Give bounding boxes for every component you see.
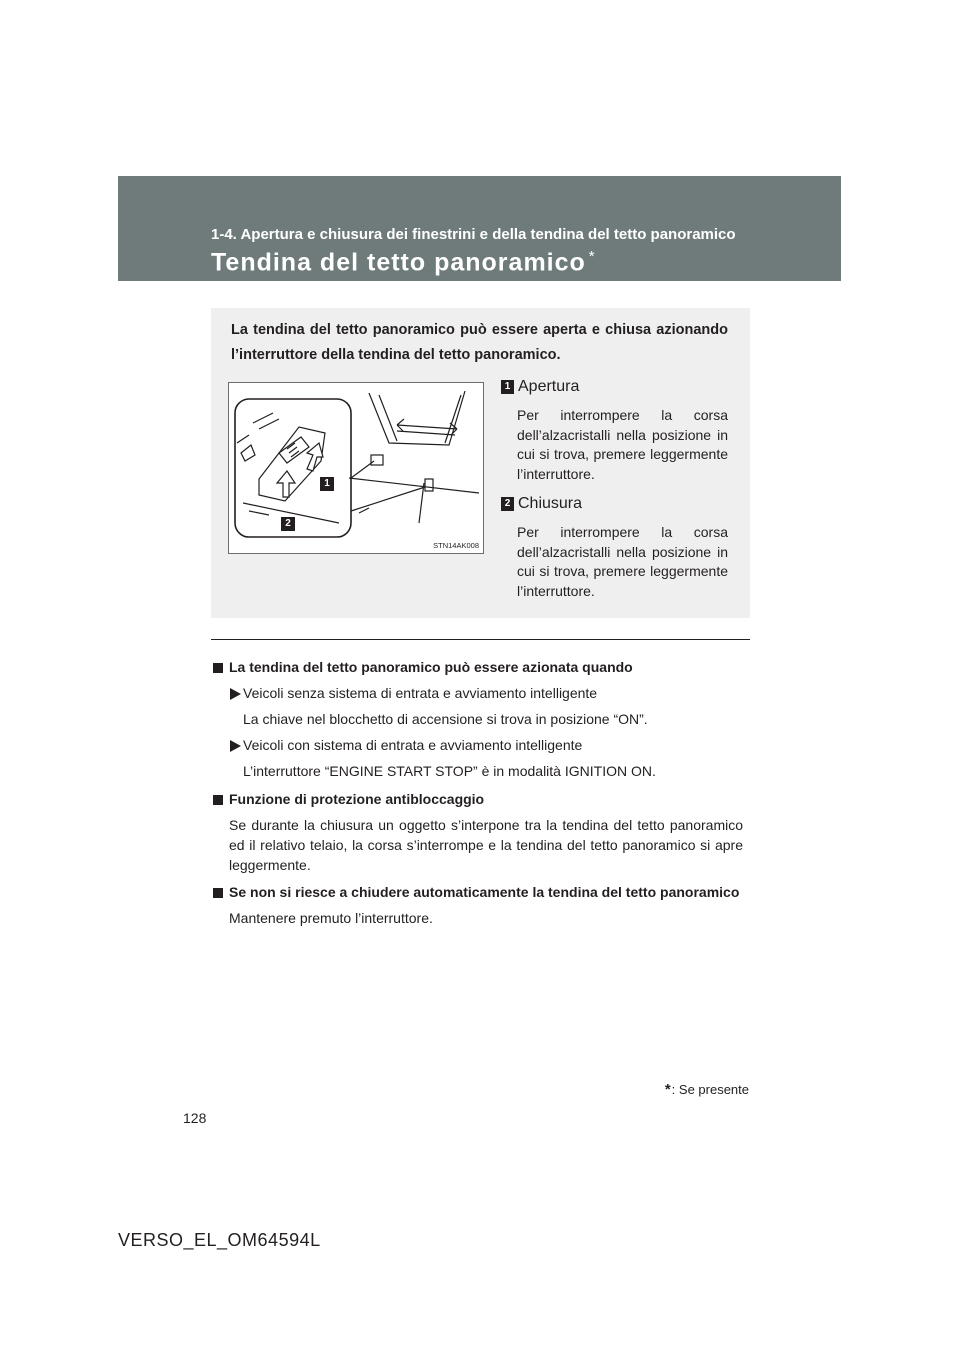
footnote-text: : Se presente [671,1082,749,1097]
step-badge-2: 2 [501,497,514,511]
note-text-auto-close-failure: Mantenere premuto l’interruttore. [229,910,433,927]
triangle-bullet-icon [230,740,241,752]
page-title [211,248,596,277]
note-heading-text: La tendina del tetto panoramico può essere azionata quando [229,659,633,675]
roof-frame-line [369,391,465,445]
figure-code: STN14AK008 [433,541,479,550]
triangle-bullet-icon [230,688,241,700]
intro-text: La tendina del tetto panoramico può essere aperta e chiusa azionando l’interruttore della tendina del tetto panoramico. [231,322,728,363]
step-title-closing: Chiusura [518,495,583,512]
section-divider [211,639,750,640]
adjacent-switch-icon [241,445,255,461]
step-opening-head [501,378,728,396]
footnote [665,1081,749,1098]
title-asterisk: * [588,248,596,265]
note-text-jam-protection: Se durante la chiusura un oggetto s’interpone tra la tendina del tetto panoramico ed il relativo telaio, la corsa s’interrompe e la tendina del tetto panoramico si apre leggermente. [229,817,743,873]
square-bullet-icon [213,795,223,805]
step-badge-1: 1 [501,380,514,394]
note-item-with-smart-key [213,735,743,756]
step-title-opening: Apertura [518,378,580,395]
step-body-opening: Per interrompere la corsa dell’alzacristalli nella posizione in cui si trova, premere leggermente l’interruttore. [517,407,728,482]
document-code: VERSO_EL_OM64594L [118,1230,321,1250]
page-number: 128 [183,1110,207,1126]
sunshade-switch-illustration [228,382,484,554]
note-item-label: Veicoli senza sistema di entrata e avviamento intelligente [243,685,598,701]
header-band [118,176,841,281]
note-heading-text: Funzione di protezione antibloccaggio [229,791,485,807]
note-item-without-smart-key [213,683,743,704]
callout-2: 2 [281,517,295,531]
intro-box [211,308,750,618]
asterisk-icon: * [664,1081,671,1098]
notes-section [213,657,743,929]
note-heading-jam-protection [213,789,743,810]
square-bullet-icon [213,663,223,673]
page-title-text: Tendina del tetto panoramico [211,248,586,277]
illustration-drawing [229,383,483,553]
step-closing-head [501,495,728,513]
section-label: 1-4. Apertura e chiusura dei finestrini e della tendina del tetto panoramico [211,226,736,243]
square-bullet-icon [213,888,223,898]
note-item-label: Veicoli con sistema di entrata e avviamento intelligente [243,737,583,753]
note-heading-operation [213,657,743,678]
note-heading-text: Se non si riesce a chiudere automaticamente la tendina del tetto panoramico [229,884,740,901]
note-item-detail: La chiave nel blocchetto di accensione si trova in posizione “ON”. [243,711,648,727]
step-body-closing: Per interrompere la corsa dell’alzacristalli nella posizione in cui si trova, premere leggermente l’interruttore. [517,524,728,599]
step-opening [501,378,728,484]
note-item-detail: L’interruttore “ENGINE START STOP” è in modalità IGNITION ON. [243,763,656,779]
callout-1: 1 [320,477,334,491]
step-closing [501,495,728,601]
note-heading-auto-close-failure [213,882,743,903]
